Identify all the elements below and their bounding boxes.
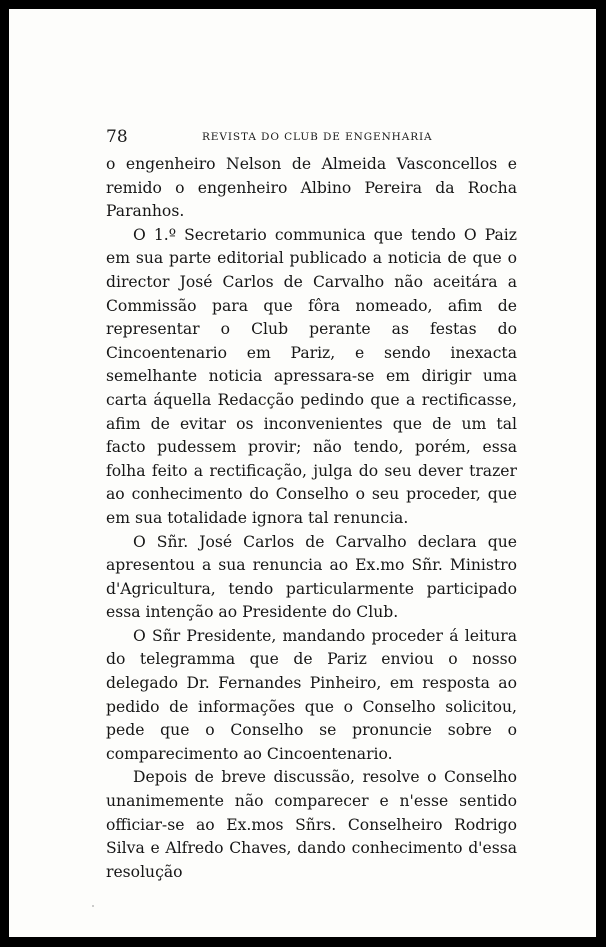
journal-title: REVISTA DO CLUB DE ENGENHARIA (202, 131, 433, 143)
paragraph-3: O Sñr. José Carlos de Carvalho declara que apresentou a sua renuncia ao Ex.mo Sñr. Ministro d'Agricultura, tendo particularmente participado essa intenção ao Presidente do Club. (106, 532, 517, 622)
paragraph-1: o engenheiro Nelson de Almeida Vasconcellos e remido o engenheiro Albino Pereira da Rocha Paranhos. (106, 155, 517, 221)
page-number: 78 (106, 127, 128, 147)
paragraph-4: O Sñr Presidente, mandando proceder á leitura do telegramma que de Pariz enviou o nosso delegado Dr. Fernandes Pinheiro, em resposta ao pedido de informações que o Conselho solicitou, pede que o Conselho se pronuncie sobre o comparecimento ao Cincoentenario. (106, 626, 517, 763)
paragraph-2: O 1.º Secretario communica que tendo O Paiz em sua parte editorial publicado a noticia de que o director José Carlos de Carvalho não aceitára a Commissão para que fôra nomeado, afim de representar o Club perante as festas do Cincoentenario em Pariz, e sendo inexacta semelhante noticia apressara-se em dirigir uma carta áquella Redacção pedindo que a rectificasse, afim de evitar os inconvenientes que de um tal facto pudessem provir; não tendo, porém, essa folha feito a rectificação, julga do seu dever trazer ao conhecimento do Conselho o seu proceder, que em sua totalidade ignora tal renuncia. (106, 225, 517, 527)
paragraph-5: Depois de breve discussão, resolve o Conselho unanimemente não comparecer e n'esse sentido officiar-se ao Ex.mos Sñrs. Conselheiro Rodrigo Silva e Alfredo Chaves, dando conhecimento d'essa resolução (106, 768, 517, 881)
paper-speck (92, 905, 94, 907)
running-head (106, 126, 522, 148)
book-page (9, 9, 596, 937)
body-text (106, 153, 517, 884)
